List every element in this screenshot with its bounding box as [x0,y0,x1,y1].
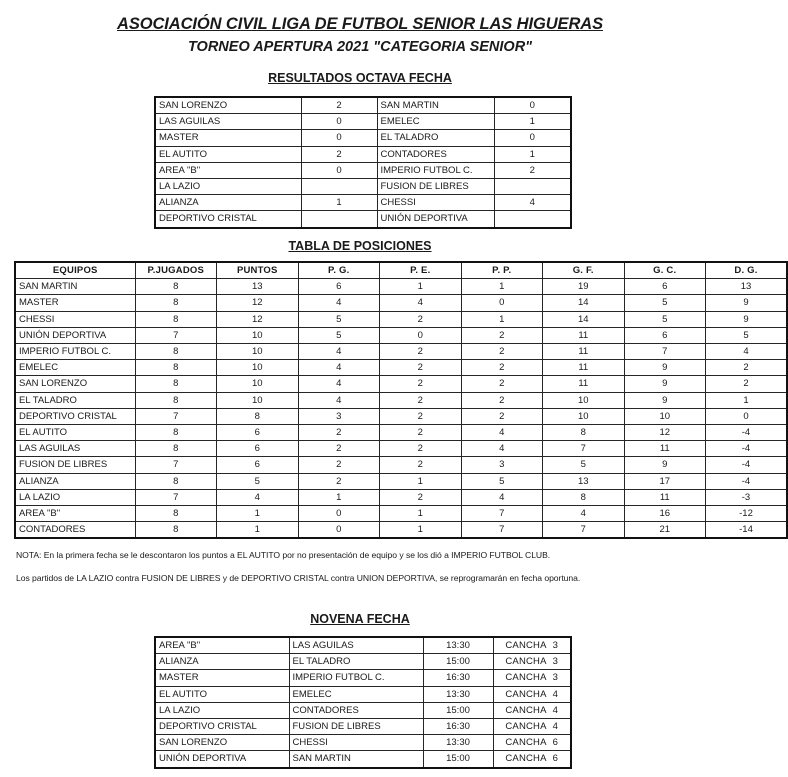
fixture-kickoff-time: 13:30 [423,637,493,654]
fixture-row [155,719,571,735]
page-title: ASOCIACIÓN CIVIL LIGA DE FUTBOL SENIOR LAS HIGUERAS [117,15,603,33]
standings-goals-against: 5 [624,295,706,311]
fixture-field-label: CANCHA [505,688,547,700]
standings-won: 1 [298,489,380,505]
standings-goals-for: 13 [543,473,625,489]
standings-goals-against: 6 [624,279,706,295]
fixture-kickoff-time: 13:30 [423,735,493,751]
standings-played: 7 [135,457,217,473]
standings-goal-diff: -4 [706,473,788,489]
standings-team-name: SAN MARTIN [15,279,135,295]
fixture-local-team: DEPORTIVO CRISTAL [155,719,289,735]
results-away-team: SAN MARTIN [377,97,494,114]
standings-won: 2 [298,473,380,489]
standings-team-name: EL TALADRO [15,392,135,408]
standings-drawn: 0 [380,327,462,343]
standings-team-name: LAS AGUILAS [15,441,135,457]
standings-goals-for: 7 [543,522,625,539]
standings-won: 2 [298,457,380,473]
standings-won: 4 [298,360,380,376]
standings-won: 4 [298,344,380,360]
standings-row [15,295,787,311]
standings-drawn: 2 [380,489,462,505]
standings-played: 8 [135,279,217,295]
results-away-score: 1 [494,146,571,162]
standings-row [15,408,787,424]
standings-goals-against: 5 [624,311,706,327]
standings-played: 8 [135,311,217,327]
standings-row [15,473,787,489]
standings-team-name: SAN LORENZO [15,376,135,392]
fixture-field-number: 6 [552,737,559,749]
standings-goals-for: 4 [543,506,625,522]
results-home-team: MASTER [155,130,301,146]
fixture-kickoff-time: 13:30 [423,686,493,702]
standings-played: 8 [135,295,217,311]
fixture-row [155,702,571,718]
standings-lost: 3 [461,457,543,473]
standings-drawn: 1 [380,279,462,295]
fixture-row [155,686,571,702]
standings-team-name: CONTADORES [15,522,135,539]
standings-played: 8 [135,392,217,408]
standings-goals-against: 9 [624,392,706,408]
results-row [155,162,571,178]
standings-goals-for: 11 [543,327,625,343]
standings-points: 1 [217,522,299,539]
results-row [155,211,571,228]
standings-goals-for: 10 [543,392,625,408]
standings-team-name: FUSION DE LIBRES [15,457,135,473]
standings-won: 6 [298,279,380,295]
results-home-team: SAN LORENZO [155,97,301,114]
standings-won: 0 [298,522,380,539]
results-section-title: RESULTADOS OCTAVA FECHA [268,71,452,85]
results-away-score [494,211,571,228]
standings-goal-diff: 9 [706,295,788,311]
standings-goals-for: 8 [543,489,625,505]
results-home-score: 0 [301,130,377,146]
standings-team-name: EMELEC [15,360,135,376]
standings-played: 7 [135,489,217,505]
standings-column-header: P. P. [461,262,543,279]
fixture-visitor-team: EL TALADRO [289,654,423,670]
results-away-team: EL TALADRO [377,130,494,146]
results-away-team: UNIÓN DEPORTIVA [377,211,494,228]
standings-column-header: P. G. [298,262,380,279]
standings-lost: 1 [461,311,543,327]
standings-column-header: G. F. [543,262,625,279]
standings-row [15,489,787,505]
fixture-local-team: UNIÓN DEPORTIVA [155,751,289,768]
standings-played: 8 [135,344,217,360]
standings-drawn: 2 [380,441,462,457]
standings-drawn: 2 [380,457,462,473]
standings-goal-diff: -3 [706,489,788,505]
standings-row [15,344,787,360]
standings-team-name: EL AUTITO [15,425,135,441]
page-subtitle: TORNEO APERTURA 2021 "CATEGORIA SENIOR" [187,38,533,55]
fixture-field-label: CANCHA [505,672,547,684]
fixture-row [155,670,571,686]
standings-goal-diff: 13 [706,279,788,295]
fixture-local-team: ALIANZA [155,654,289,670]
standings-points: 12 [217,295,299,311]
standings-played: 8 [135,376,217,392]
fixture-table-container [154,636,570,769]
standings-goals-for: 11 [543,376,625,392]
standings-played: 8 [135,425,217,441]
fixture-section-title: NOVENA FECHA [310,612,410,626]
standings-goal-diff: -4 [706,425,788,441]
standings-column-header: G. C. [624,262,706,279]
standings-drawn: 1 [380,473,462,489]
fixture-field [493,654,571,670]
fixture-visitor-team: FUSION DE LIBRES [289,719,423,735]
standings-goals-against: 17 [624,473,706,489]
standings-goal-diff: 9 [706,311,788,327]
standings-goals-for: 11 [543,360,625,376]
document-header [0,0,720,56]
standings-points: 10 [217,344,299,360]
standings-goals-for: 10 [543,408,625,424]
fixture-field [493,751,571,768]
results-home-score: 2 [301,97,377,114]
standings-team-name: ALIANZA [15,473,135,489]
standings-points: 1 [217,506,299,522]
standings-won: 2 [298,425,380,441]
standings-lost: 2 [461,392,543,408]
results-home-team: LAS AGUILAS [155,114,301,130]
standings-row [15,376,787,392]
fixture-field-label: CANCHA [505,737,547,749]
fixture-field [493,719,571,735]
standings-goals-for: 14 [543,295,625,311]
standings-goal-diff: -14 [706,522,788,539]
standings-points: 10 [217,392,299,408]
standings-lost: 2 [461,344,543,360]
fixture-field-label: CANCHA [505,656,547,668]
standings-lost: 1 [461,279,543,295]
standings-lost: 4 [461,489,543,505]
standings-goals-against: 9 [624,376,706,392]
standings-row [15,392,787,408]
results-away-score: 4 [494,195,571,211]
results-section-header [0,72,720,86]
standings-played: 8 [135,360,217,376]
standings-goal-diff: 1 [706,392,788,408]
standings-column-header: D. G. [706,262,788,279]
standings-won: 4 [298,392,380,408]
standings-goal-diff: 2 [706,360,788,376]
standings-played: 8 [135,522,217,539]
results-away-score: 2 [494,162,571,178]
standings-header-row [15,262,787,279]
fixture-field-number: 4 [552,704,559,716]
results-home-team: LA LAZIO [155,179,301,195]
note-line-2: Los partidos de LA LAZIO contra FUSION DE LIBRES y de DEPORTIVO CRISTAL contra UNION DEPORTIVA, se reprogramarán en fecha oportuna. [16,573,581,584]
standings-goals-against: 11 [624,441,706,457]
standings-team-name: AREA "B" [15,506,135,522]
fixture-field-label: CANCHA [505,753,547,765]
results-row [155,195,571,211]
fixture-kickoff-time: 16:30 [423,719,493,735]
standings-points: 13 [217,279,299,295]
fixture-kickoff-time: 16:30 [423,670,493,686]
results-row [155,97,571,114]
standings-goal-diff: -12 [706,506,788,522]
fixture-local-team: SAN LORENZO [155,735,289,751]
standings-played: 8 [135,473,217,489]
standings-table-container [14,261,758,539]
standings-drawn: 2 [380,392,462,408]
results-home-score [301,179,377,195]
standings-lost: 2 [461,327,543,343]
results-away-team: CONTADORES [377,146,494,162]
fixture-field-number: 3 [552,656,559,668]
standings-team-name: UNIÓN DEPORTIVA [15,327,135,343]
standings-team-name: IMPERIO FUTBOL C. [15,344,135,360]
standings-drawn: 1 [380,506,462,522]
standings-played: 8 [135,441,217,457]
standings-row [15,522,787,539]
standings-drawn: 4 [380,295,462,311]
results-row [155,114,571,130]
standings-lost: 4 [461,441,543,457]
fixture-row [155,735,571,751]
standings-points: 10 [217,360,299,376]
standings-goal-diff: 0 [706,408,788,424]
standings-goal-diff: -4 [706,441,788,457]
standings-goals-for: 11 [543,344,625,360]
fixture-kickoff-time: 15:00 [423,654,493,670]
results-away-team: CHESSI [377,195,494,211]
standings-team-name: MASTER [15,295,135,311]
standings-won: 3 [298,408,380,424]
standings-goals-for: 5 [543,457,625,473]
standings-points: 6 [217,441,299,457]
standings-points: 6 [217,425,299,441]
standings-played: 8 [135,506,217,522]
standings-lost: 0 [461,295,543,311]
results-row [155,146,571,162]
fixture-field [493,735,571,751]
standings-lost: 2 [461,376,543,392]
results-home-score: 2 [301,146,377,162]
fixture-field [493,670,571,686]
standings-row [15,441,787,457]
standings-drawn: 2 [380,311,462,327]
standings-goal-diff: -4 [706,457,788,473]
standings-goal-diff: 4 [706,344,788,360]
standings-drawn: 2 [380,408,462,424]
results-away-team: EMELEC [377,114,494,130]
standings-row [15,360,787,376]
standings-column-header: P. E. [380,262,462,279]
standings-team-name: CHESSI [15,311,135,327]
fixture-row [155,637,571,654]
standings-goals-against: 12 [624,425,706,441]
standings-row [15,327,787,343]
standings-drawn: 2 [380,376,462,392]
standings-lost: 5 [461,473,543,489]
standings-column-header: P.JUGADOS [135,262,217,279]
standings-lost: 7 [461,522,543,539]
results-row [155,130,571,146]
standings-section-title: TABLA DE POSICIONES [288,239,432,253]
standings-won: 0 [298,506,380,522]
standings-goals-for: 8 [543,425,625,441]
standings-drawn: 2 [380,425,462,441]
fixture-field-number: 4 [552,688,559,700]
standings-goal-diff: 2 [706,376,788,392]
standings-goals-for: 14 [543,311,625,327]
fixture-visitor-team: LAS AGUILAS [289,637,423,654]
standings-points: 6 [217,457,299,473]
standings-goals-against: 21 [624,522,706,539]
standings-played: 7 [135,327,217,343]
results-away-team: FUSION DE LIBRES [377,179,494,195]
results-home-score [301,211,377,228]
fixture-field-label: CANCHA [505,721,547,733]
standings-drawn: 2 [380,360,462,376]
standings-won: 5 [298,327,380,343]
standings-drawn: 2 [380,344,462,360]
fixture-field [493,686,571,702]
fixture-kickoff-time: 15:00 [423,751,493,768]
fixture-field [493,702,571,718]
fixture-visitor-team: IMPERIO FUTBOL C. [289,670,423,686]
standings-section-header [0,240,720,254]
standings-points: 4 [217,489,299,505]
standings-goals-against: 9 [624,360,706,376]
fixture-field-label: CANCHA [505,640,547,651]
standings-goals-against: 10 [624,408,706,424]
standings-lost: 4 [461,425,543,441]
standings-row [15,425,787,441]
standings-row [15,506,787,522]
fixture-section-header [0,613,720,627]
standings-points: 8 [217,408,299,424]
fixture-field-number: 4 [552,721,559,733]
fixture-field-number: 3 [552,672,559,684]
results-table [154,96,572,229]
standings-goals-against: 6 [624,327,706,343]
results-home-score: 1 [301,195,377,211]
standings-goals-against: 11 [624,489,706,505]
standings-goal-diff: 5 [706,327,788,343]
standings-points: 12 [217,311,299,327]
standings-won: 4 [298,376,380,392]
standings-row [15,311,787,327]
standings-goals-against: 9 [624,457,706,473]
standings-played: 7 [135,408,217,424]
standings-lost: 2 [461,360,543,376]
fixture-local-team: LA LAZIO [155,702,289,718]
standings-points: 5 [217,473,299,489]
notes-block [16,550,708,584]
fixture-field-label: CANCHA [505,704,547,716]
standings-column-header: EQUIPOS [15,262,135,279]
results-home-team: ALIANZA [155,195,301,211]
fixture-field-number: 3 [552,640,559,651]
standings-drawn: 1 [380,522,462,539]
standings-won: 5 [298,311,380,327]
standings-team-name: DEPORTIVO CRISTAL [15,408,135,424]
fixture-visitor-team: EMELEC [289,686,423,702]
standings-team-name: LA LAZIO [15,489,135,505]
fixture-kickoff-time: 15:00 [423,702,493,718]
fixture-field [493,637,571,654]
standings-lost: 2 [461,408,543,424]
results-away-score: 0 [494,130,571,146]
standings-row [15,279,787,295]
results-away-score: 1 [494,114,571,130]
results-home-score: 0 [301,114,377,130]
fixture-visitor-team: CHESSI [289,735,423,751]
fixture-row [155,654,571,670]
standings-column-header: PUNTOS [217,262,299,279]
fixture-field-number: 6 [552,753,559,765]
standings-points: 10 [217,327,299,343]
standings-goals-for: 7 [543,441,625,457]
results-home-team: EL AUTITO [155,146,301,162]
results-away-score [494,179,571,195]
fixture-table [154,636,572,769]
standings-goals-against: 7 [624,344,706,360]
results-away-team: IMPERIO FUTBOL C. [377,162,494,178]
standings-won: 2 [298,441,380,457]
standings-row [15,457,787,473]
standings-won: 4 [298,295,380,311]
fixture-visitor-team: CONTADORES [289,702,423,718]
note-line-1: NOTA: En la primera fecha se le descontaron los puntos a EL AUTITO por no presentación de equipo y se los dió a IMPERIO FUTBOL CLUB. [16,550,551,560]
results-home-score: 0 [301,162,377,178]
fixture-local-team: EL AUTITO [155,686,289,702]
standings-goals-for: 19 [543,279,625,295]
standings-points: 10 [217,376,299,392]
fixture-row [155,751,571,768]
fixture-local-team: AREA "B" [155,637,289,654]
fixture-local-team: MASTER [155,670,289,686]
results-home-team: DEPORTIVO CRISTAL [155,211,301,228]
standings-table [14,261,788,539]
standings-lost: 7 [461,506,543,522]
results-table-container [154,96,570,229]
standings-goals-against: 16 [624,506,706,522]
results-home-team: AREA "B" [155,162,301,178]
fixture-visitor-team: SAN MARTIN [289,751,423,768]
results-row [155,179,571,195]
results-away-score: 0 [494,97,571,114]
